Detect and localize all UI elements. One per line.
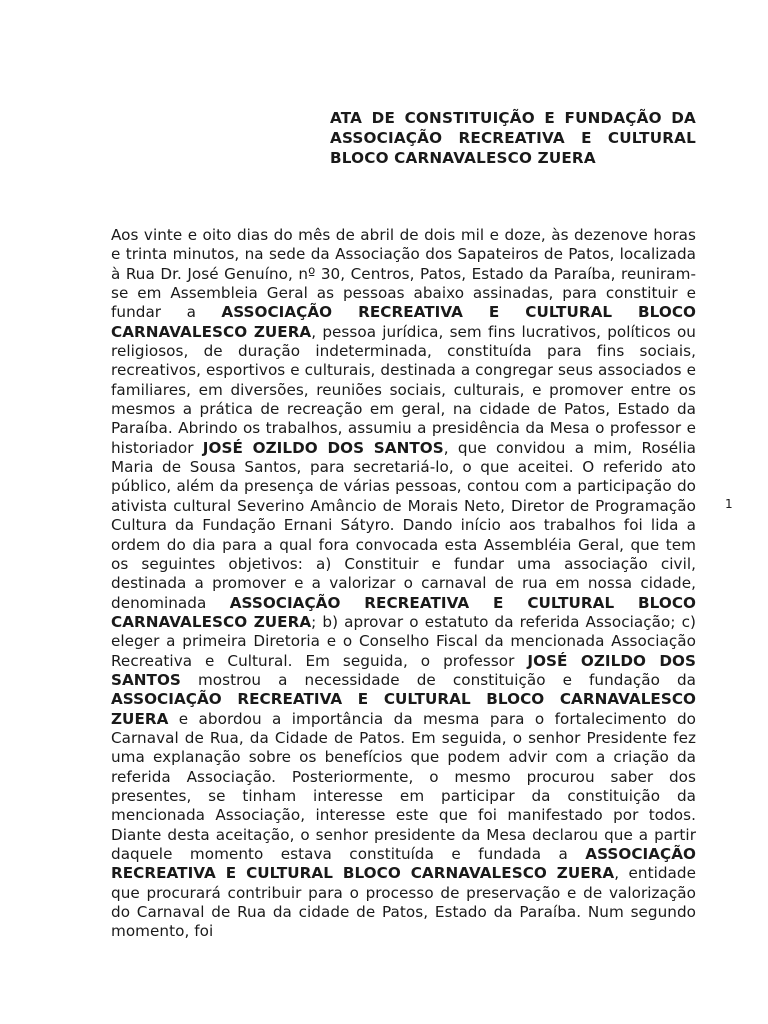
body-segment: , pessoa jurídica, sem fins lucrativos, políticos ou religiosos, de duração indeterminada, constituída para fins sociais, recreativos, esportivos e culturais, destinada a congregar seus associados e familiares, em diversões, reuniões sociais, culturais, e promover entre os mesmos a prática de recreação em geral, na cidade de Patos, Estado da Paraíba. Abrindo os trabalhos, assumiu a presidência da Mesa o professor e historiador bbox=[111, 322, 696, 457]
body-segment-bold: JOSÉ OZILDO DOS SANTOS bbox=[202, 438, 444, 457]
body-segment: mostrou a necessidade de constituição e fundação da bbox=[180, 670, 696, 689]
body-segment: , entidade que procurará contribuir para o processo de preservação e de valorização do Carnaval de Rua da cidade de Patos, Estado da Paraíba. Num segundo momento, foi bbox=[111, 864, 696, 941]
document-body bbox=[111, 226, 696, 942]
body-segment: e abordou a importância da mesma para o fortalecimento do Carnaval de Rua, da Cidade de Patos. Em seguida, o senhor Presidente fez uma explanação sobre os benefícios que podem advir com a criação da referida Associação. Posteriormente, o mesmo procurou saber dos presentes, se tinham interesse em participar da constituição da mencionada Associação, interesse este que foi manifestado por todos. Diante desta aceitação, o senhor presidente da Mesa declarou que a partir daquele momento estava constituída e fundada a bbox=[111, 709, 696, 863]
body-segment: Aos vinte e oito dias do mês de abril de dois mil e doze, às dezenove horas e trinta minutos, na sede da Associação dos Sapateiros de Patos, localizada à Rua Dr. José Genuíno, nº 30, Centros, Patos, Estado da Paraíba, reuniram-se em Assembleia Geral as pessoas abaixo assinadas, para constituir e fundar a bbox=[111, 226, 696, 322]
body-segment-bold: ASSOCIAÇÃO RECREATIVA E CULTURAL BLOCO CARNAVALESCO ZUERA bbox=[111, 593, 696, 631]
body-segment-bold: ASSOCIAÇÃO RECREATIVA E CULTURAL BLOCO CARNAVALESCO ZUERA bbox=[111, 845, 696, 883]
page-number: 1 bbox=[725, 497, 733, 511]
body-segment: , que convidou a mim, Rosélia Maria de Sousa Santos, para secretariá-lo, o que aceitei. O referido ato público, além da presença de várias pessoas, contou com a participação do ativista cultural Severino Amâncio de Morais Neto, Diretor de Programação Cultura da Fundação Ernani Sátyro. Dando início aos trabalhos foi lida a ordem do dia para a qual fora convocada esta Assembléia Geral, que tem os seguintes objetivos: a) Constituir e fundar uma associação civil, destinada a promover e a valorizar o carnaval de rua em nossa cidade, denominada bbox=[111, 438, 696, 612]
document-title: ATA DE CONSTITUIÇÃO E FUNDAÇÃO DA ASSOCIAÇÃO RECREATIVA E CULTURAL BLOCO CARNAVALESCO ZUERA bbox=[330, 109, 696, 167]
body-segment: ; b) aprovar o estatuto da referida Associação; c) eleger a primeira Diretoria e o Conselho Fiscal da mencionada Associação Recreativa e Cultural. Em seguida, o professor bbox=[111, 612, 696, 670]
body-segment-bold: ASSOCIAÇÃO RECREATIVA E CULTURAL BLOCO CARNAVALESCO ZUERA bbox=[111, 690, 696, 728]
body-segment-bold: ASSOCIAÇÃO RECREATIVA E CULTURAL BLOCO CARNAVALESCO ZUERA bbox=[111, 303, 696, 341]
body-segment-bold: JOSÉ OZILDO DOS SANTOS bbox=[111, 651, 696, 689]
